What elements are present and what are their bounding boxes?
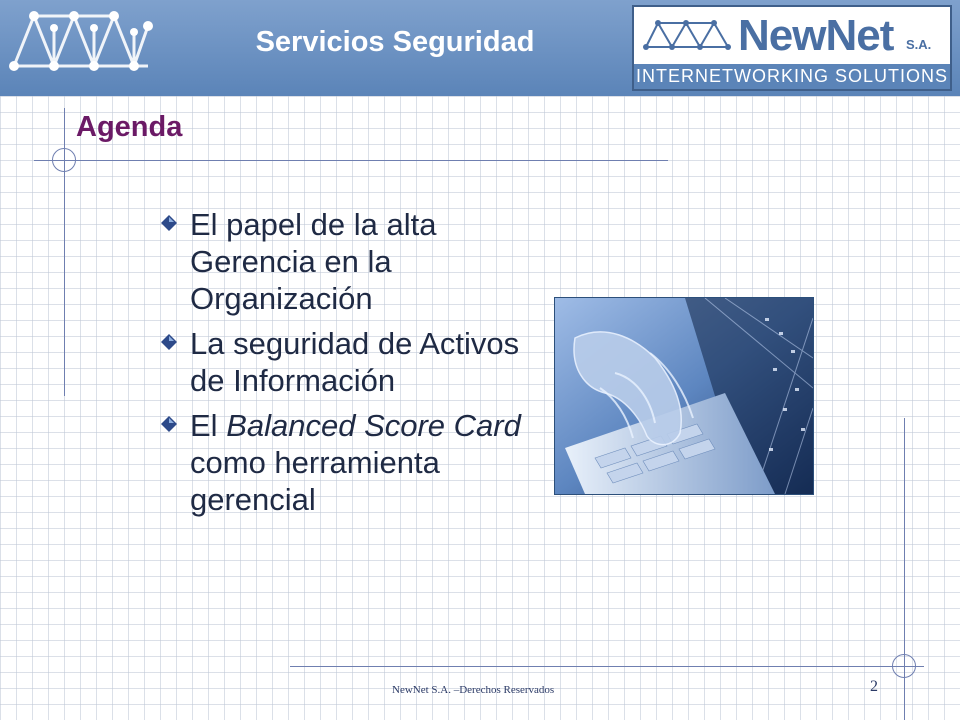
footer-rule: [290, 666, 924, 667]
newnet-logo: [632, 5, 952, 91]
diamond-bullet-icon: [160, 415, 178, 433]
footer-copyright: NewNet S.A. –Derechos Reservados: [392, 684, 555, 696]
logo-tagline: INTERNETWORKING SOLUTIONS: [634, 64, 950, 89]
section-title: Agenda: [76, 111, 183, 143]
logo-wordmark: NewNet: [738, 11, 894, 60]
agenda-item: [160, 206, 540, 317]
hands-on-keyboard-image: [554, 297, 814, 495]
agenda-item: [160, 407, 540, 518]
agenda-item-text: El papel de la alta Gerencia en la Organización: [190, 207, 437, 316]
crosshair-circle-top: [52, 148, 76, 172]
agenda-item: [160, 325, 540, 399]
header-title: Servicios Seguridad: [255, 26, 535, 58]
agenda-item-text-italic: Balanced Score Card: [226, 408, 521, 443]
agenda-item-text: La seguridad de Activos de Información: [190, 326, 520, 398]
agenda-list: [160, 206, 540, 526]
diamond-bullet-icon: [160, 214, 178, 232]
diamond-bullet-icon: [160, 333, 178, 351]
agenda-item-text-part: El: [190, 408, 227, 443]
agenda-item-text-part: como herramienta gerencial: [190, 445, 440, 517]
logo-network-icon: [642, 15, 738, 55]
header-bar: [0, 0, 960, 96]
title-underline: [34, 160, 668, 161]
logo-suffix: S.A.: [906, 37, 932, 52]
agenda-item-text: [190, 408, 521, 517]
network-graphic-icon: [6, 6, 156, 86]
crosshair-circle-bottom: [892, 654, 916, 678]
page-number: 2: [870, 678, 878, 695]
